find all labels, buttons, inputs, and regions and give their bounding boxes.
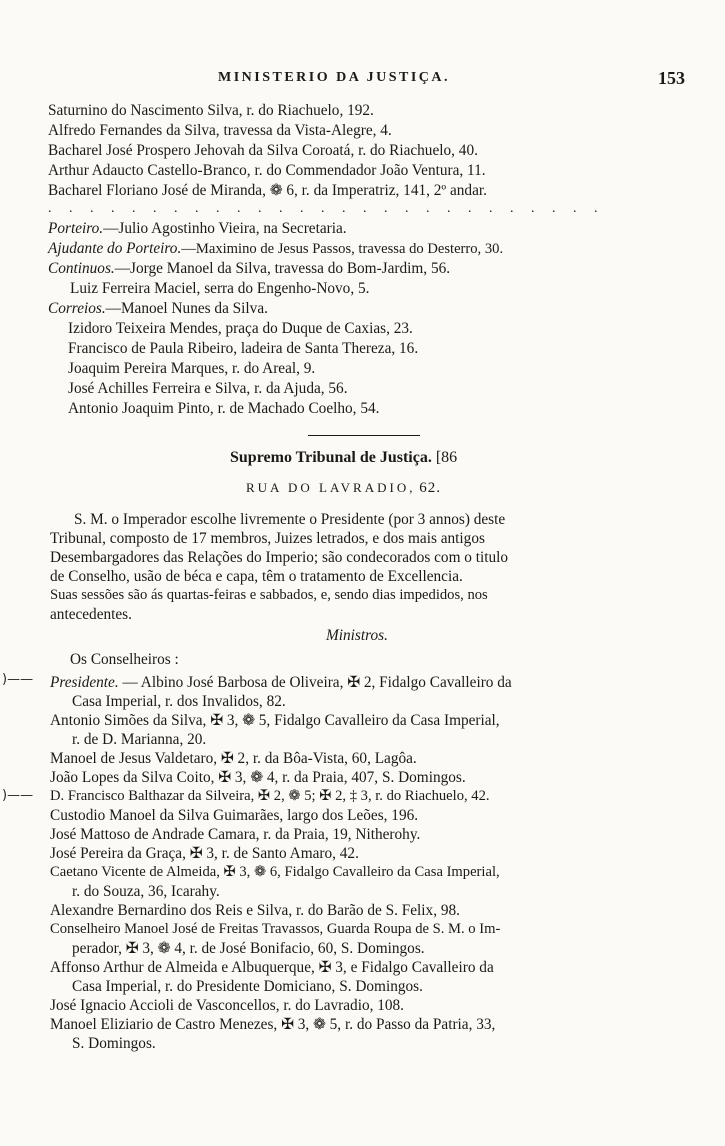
correios-label: Correios. — [48, 300, 106, 317]
minister-entry: Alexandre Bernardino dos Reis e Silva, r. do Barão de S. Felix, 98. — [50, 902, 460, 919]
minister-entry — [50, 673, 512, 692]
subheading: Os Conselheiros : — [70, 651, 179, 668]
list-item: José Achilles Ferreira e Silva, r. da Ajuda, 56. — [68, 380, 348, 397]
minister-entry: D. Francisco Balthazar da Silveira, ✠ 2, ❁ 5; ✠ 2, ‡ 3, r. do Riachuelo, 42. — [50, 788, 490, 804]
address-number: 62. — [419, 480, 442, 496]
address-street: RUA DO LAVRADIO, — [246, 480, 416, 495]
list-item: Francisco de Paula Ribeiro, ladeira de Santa Thereza, 16. — [68, 340, 419, 357]
minister-entry: José Ignacio Accioli de Vasconcellos, r. do Lavradio, 108. — [50, 997, 405, 1014]
running-title: MINISTERIO DA JUSTIÇA. — [218, 70, 450, 85]
minister-entry: João Lopes da Silva Coito, ✠ 3, ❁ 4, r. da Praia, 407, S. Domingos. — [50, 769, 466, 786]
continuos-line — [48, 259, 450, 278]
presidente-label: Presidente. — [50, 674, 119, 691]
court-address — [246, 478, 441, 497]
minister-entry: Casa Imperial, r. dos Invalidos, 82. — [72, 693, 286, 710]
paragraph-line: antecedentes. — [50, 606, 132, 623]
list-item: Alfredo Fernandes da Silva, travessa da Vista-Alegre, 4. — [48, 122, 392, 139]
minister-entry: perador, ✠ 3, ❁ 4, r. de José Bonifacio, 60, S. Domingos. — [72, 940, 425, 957]
ajudante-label: Ajudante do Porteiro. — [48, 240, 182, 257]
minister-entry: Manoel Eliziario de Castro Menezes, ✠ 3, ❁ 5, r. do Passo da Patria, 33, — [50, 1016, 496, 1033]
court-title: Supremo Tribunal de Justiça. — [230, 449, 432, 466]
minister-entry: José Mattoso de Andrade Camara, r. da Praia, 19, Nitherohy. — [50, 826, 421, 843]
paragraph-line: Suas sessões são ás quartas-feiras e sabbados, e, sendo dias impedidos, nos — [50, 587, 488, 603]
list-item: Antonio Joaquim Pinto, r. de Machado Coelho, 54. — [68, 400, 380, 417]
ajudante-text: —Maximino de Jesus Passos, travessa do Desterro, 30. — [181, 241, 504, 257]
ajudante-line — [48, 239, 503, 258]
section-rule — [308, 435, 420, 436]
minister-entry: Casa Imperial, r. do Presidente Domiciano, S. Domingos. — [72, 978, 423, 995]
list-item: Arthur Adaucto Castello-Branco, r. do Commendador João Ventura, 11. — [48, 162, 486, 179]
margin-bracket-mark: )—— — [2, 788, 34, 803]
list-item: Bacharel Floriano José de Miranda, ❁ 6, r. da Imperatriz, 141, 2º andar. — [48, 182, 487, 199]
paragraph-line: Desembargadores das Relações do Imperio; são condecorados com o titulo — [50, 549, 509, 566]
correios-line — [48, 299, 268, 318]
list-item: Saturnino do Nascimento Silva, r. do Riachuelo, 192. — [48, 102, 374, 119]
minister-entry: Caetano Vicente de Almeida, ✠ 3, ❁ 6, Fidalgo Cavalleiro da Casa Imperial, — [50, 864, 500, 880]
minister-entry: r. do Souza, 36, Icarahy. — [72, 883, 220, 900]
paragraph-line: de Conselho, usão de béca e capa, têm o tratamento de Excellencia. — [50, 568, 463, 585]
continuos-text: —Jorge Manoel da Silva, travessa do Bom-Jardim, 56. — [114, 260, 451, 277]
minister-entry: Affonso Arthur de Almeida e Albuquerque, ✠ 3, e Fidalgo Cavalleiro da — [50, 959, 494, 976]
minister-text: — Albino José Barbosa de Oliveira, ✠ 2, Fidalgo Cavalleiro da — [122, 674, 512, 691]
court-title-line — [230, 448, 457, 467]
porteiro-label: Porteiro. — [48, 220, 104, 237]
minister-entry: S. Domingos. — [72, 1035, 156, 1052]
margin-bracket-mark: )—— — [2, 672, 34, 687]
page-number: 153 — [658, 68, 685, 88]
porteiro-line — [48, 219, 347, 238]
minister-entry: Conselheiro Manoel José de Freitas Travassos, Guarda Roupa de S. M. o Im- — [50, 921, 501, 937]
continuos-label: Continuos. — [48, 260, 115, 277]
correios-text: —Manoel Nunes da Silva. — [105, 300, 268, 317]
list-item: Luiz Ferreira Maciel, serra do Engenho-Novo, 5. — [70, 280, 370, 297]
section-heading: Ministros. — [326, 627, 388, 644]
paragraph-line: S. M. o Imperador escolhe livremente o Presidente (por 3 annos) deste — [74, 511, 506, 528]
minister-entry: José Pereira da Graça, ✠ 3, r. de Santo Amaro, 42. — [50, 845, 359, 862]
minister-entry: r. de D. Marianna, 20. — [72, 731, 207, 748]
minister-entry: Antonio Simões da Silva, ✠ 3, ❁ 5, Fidalgo Cavalleiro da Casa Imperial, — [50, 712, 500, 729]
minister-entry: Manoel de Jesus Valdetaro, ✠ 2, r. da Bôa-Vista, 60, Lagôa. — [50, 750, 417, 767]
list-item: Izidoro Teixeira Mendes, praça do Duque de Caxias, 23. — [68, 320, 413, 337]
dotted-separator: . . . . . . . . . . . . . . . . . . . . . . . . . . . — [48, 201, 605, 216]
list-item: Joaquim Pereira Marques, r. do Areal, 9. — [68, 360, 316, 377]
page-header — [0, 70, 725, 92]
minister-entry: Custodio Manoel da Silva Guimarães, largo dos Leões, 196. — [50, 807, 419, 824]
porteiro-text: —Julio Agostinho Vieira, na Secretaria. — [103, 220, 347, 237]
list-item: Bacharel José Prospero Jehovah da Silva Coroatá, r. do Riachuelo, 40. — [48, 142, 478, 159]
paragraph-line: Tribunal, composto de 17 membros, Juizes letrados, e dos mais antigos — [50, 530, 485, 547]
court-title-extra: [86 — [435, 449, 458, 466]
